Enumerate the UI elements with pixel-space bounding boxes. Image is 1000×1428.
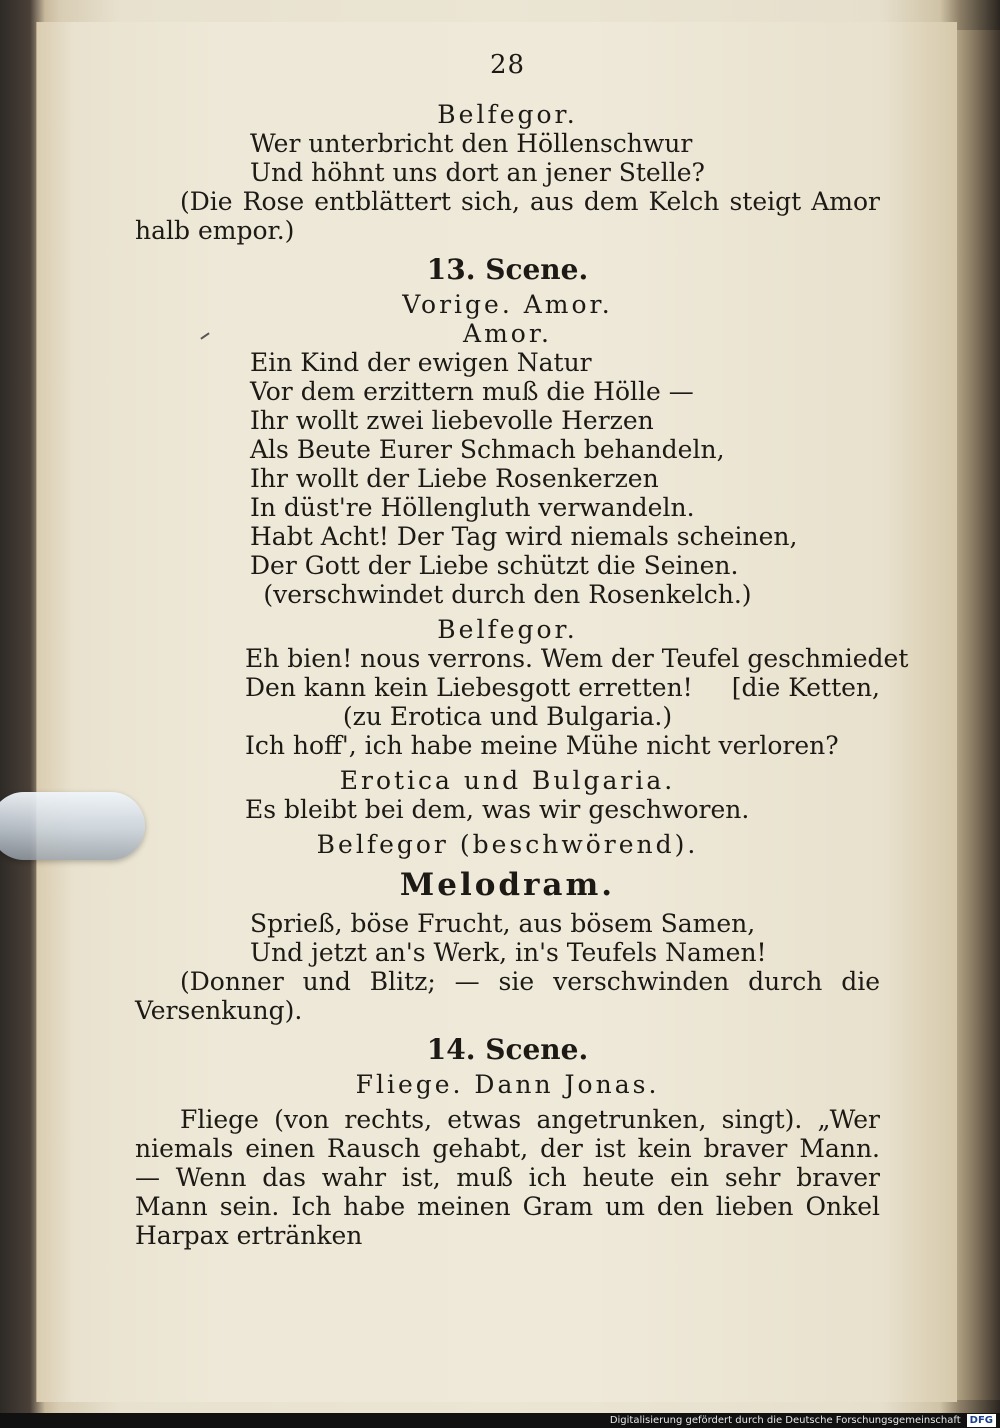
footer-bar xyxy=(0,1413,1000,1428)
verse-line: Und jetzt an's Werk, in's Teufels Namen! xyxy=(250,938,767,967)
dfg-logo-icon: DFG xyxy=(967,1414,996,1427)
stage-direction: (verschwindet durch den Rosenkelch.) xyxy=(263,580,752,609)
verse-line: Habt Acht! Der Tag wird niemals scheinen, xyxy=(250,522,798,551)
verse-line: Vor dem erzittern muß die Hölle — xyxy=(250,377,694,406)
stage-direction: (zu Erotica und Bulgaria.) xyxy=(342,702,673,731)
speaker-belfegor: Belfegor. xyxy=(437,100,578,129)
verse-line: Der Gott der Liebe schützt die Seinen. xyxy=(250,551,739,580)
verse-line: Ihr wollt der Liebe Rosenkerzen xyxy=(250,464,659,493)
verse-line xyxy=(135,673,880,702)
melodram-heading: Melodram. xyxy=(399,867,616,903)
scene-characters: Vorige. Amor. xyxy=(402,290,613,319)
speaker-belfegor: Belfegor. xyxy=(437,615,578,644)
verse-line: Ihr wollt zwei liebevolle Herzen xyxy=(250,406,654,435)
page-number: 28 xyxy=(489,50,526,80)
prose-paragraph: Fliege (von rechts, etwas angetrunken, singt). „Wer niemals einen Rausch gehabt, der ist kein braver Mann. — Wenn das wahr ist, muß ich heute ein sehr braver Mann sein. Ich habe meinen Gram um den lieben Onkel Harpax ertränken xyxy=(135,1105,880,1250)
scene-heading-14: 14. Scene. xyxy=(426,1033,589,1066)
verse-line: Ich hoff', ich habe meine Mühe nicht verloren? xyxy=(245,731,839,760)
scene-heading-13: 13. Scene. xyxy=(426,253,589,286)
verse-line-carryover: [die Ketten, xyxy=(731,673,880,702)
stage-direction: (Donner und Blitz; — sie verschwinden durch die Versenkung). xyxy=(135,967,880,1025)
speaker-amor: Amor. xyxy=(463,319,552,348)
verse-line: Als Beute Eurer Schmach behandeln, xyxy=(250,435,725,464)
page-text xyxy=(135,50,909,1250)
scene-characters: Fliege. Dann Jonas. xyxy=(355,1070,660,1099)
footer-text: Digitalisierung gefördert durch die Deutsche Forschungsgemeinschaft xyxy=(609,1415,961,1426)
bookmark-clip xyxy=(0,792,145,860)
verse-line: Sprieß, böse Frucht, aus bösem Samen, xyxy=(250,909,756,938)
stage-direction: (Die Rose entblättert sich, aus dem Kelch steigt Amor halb empor.) xyxy=(135,187,880,245)
verse-line: Und höhnt uns dort an jener Stelle? xyxy=(250,158,705,187)
verse-line: Ein Kind der ewigen Natur xyxy=(250,348,592,377)
speaker-erotica-bulgaria: Erotica und Bulgaria. xyxy=(339,766,676,795)
verse-line: Es bleibt bei dem, was wir geschworen. xyxy=(245,795,750,824)
verse-line: Wer unterbricht den Höllenschwur xyxy=(250,129,693,158)
verse-line: In düst're Höllengluth verwandeln. xyxy=(250,493,695,522)
book-edge xyxy=(955,30,1000,1400)
verse-line-main: Den kann kein Liebesgott erretten! xyxy=(245,673,693,702)
verse-line: Eh bien! nous verrons. Wem der Teufel geschmiedet xyxy=(245,644,909,673)
speaker-belfegor-beschwoerend: Belfegor (beschwörend). xyxy=(316,830,699,859)
